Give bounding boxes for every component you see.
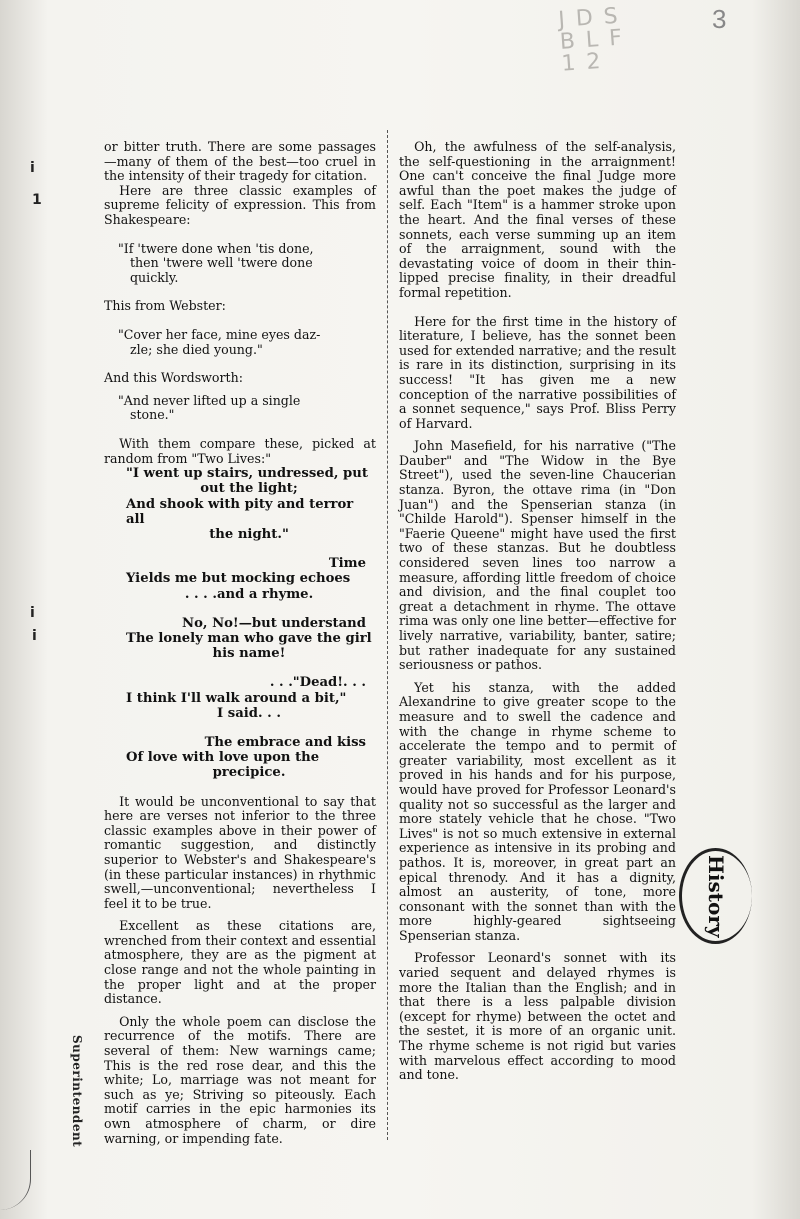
quote-line: stone." — [130, 407, 175, 423]
excerpt-line: The embrace and kiss — [204, 734, 366, 750]
spine-label: Superintendent — [70, 1035, 84, 1148]
paragraph: It would be unconventional to say that here are verses not inferior to the three classic examples above in their power of romantic suggestion, and distinctly superior to Webster's and Shakespeare's (in these particular instances) in rhythmic swell,—unconventional; nevertheless I feel it to be true. — [104, 793, 376, 911]
paragraph: This from Webster: — [104, 298, 226, 314]
quote-line: quickly. — [130, 269, 179, 285]
paragraph: or bitter truth. There are some passages—many of them of the best—too cruel in the intensity of their tragedy for citation. — [104, 139, 376, 184]
excerpt-line: his name! — [212, 646, 286, 662]
excerpt-line: Of love with love upon the — [126, 750, 320, 766]
excerpt-5 — [104, 735, 376, 781]
left-column — [104, 140, 376, 1146]
corner-stamp: J D S B L F 1 2 — [557, 3, 625, 77]
paragraph: Yet his stanza, with the added Alexandrine to give greater scope to the measure and to swell the cadence and with the change in rhyme scheme to accelerate the tempo and to permit of greater variability, most excellent as it proved in his hands and for his purpose, would have proved for Professor Leonard's quality not so successful as the larger and more stately vehicle that he chose. "Two Lives" is not so much extensive in external experience as intensive in its probing and pathos. It is, moreover, in great part an epical threnody. And it has a dignity, almost an austerity, of tone, more consonant with the sonnet than with the more highly-geared sightseeing Spenserian stanza. — [399, 679, 676, 943]
margin-mark-2: 1 — [32, 192, 42, 208]
quote-line: "And never lifted up a single — [118, 392, 301, 408]
quote-line: "If 'twere done when 'tis done, — [118, 240, 314, 256]
excerpt-line: The lonely man who gave the girl — [126, 630, 372, 646]
right-column — [399, 140, 676, 1083]
excerpt-line: I said. . . — [217, 705, 281, 721]
margin-mark-3: i — [30, 605, 35, 621]
paragraph: With them compare these, picked at random from "Two Lives:" — [104, 435, 376, 466]
excerpt-line: precipice. — [212, 765, 286, 781]
paragraph: Excellent as these citations are, wrenched from their context and essential atmosphere, they are as the pigment at close range and not the whole painting in the proper light and at the proper distance. — [104, 918, 376, 1007]
quote-line: "Cover her face, mine eyes daz- — [118, 326, 321, 342]
column-divider — [387, 130, 388, 1140]
quote-line: zle; she died young." — [130, 341, 263, 357]
paragraph: And this Wordsworth: — [104, 370, 243, 386]
margin-mark-4: i — [32, 628, 37, 644]
history-stamp — [679, 848, 752, 944]
excerpt-line: And shook with pity and terror all — [126, 496, 354, 527]
paragraph: Only the whole poem can disclose the recurrence of the motifs. There are several of them: New warnings came; This is the red rose dear, and this the white; Lo, marriage was not meant for such as ye; Striving so piteously. Each motif carries in the epic harmonies its own atmosphere of charm, or dire warning, or impending fate. — [104, 1013, 376, 1146]
excerpt-line: No, No!—but understand — [182, 615, 366, 631]
page-number: 3 — [712, 4, 727, 34]
margin-mark-1: i — [30, 160, 35, 176]
paragraph: Professor Leonard's sonnet with its varied sequent and delayed rhymes is more the Italian than the English; and in that there is a less palpable division (except for rhyme) between the octet and the sestet, it is more of an organic unit. The rhyme scheme is not rigid but varies with marvelous effect according to mood and tone. — [399, 950, 676, 1083]
excerpt-line: . . ."Dead!. . . — [269, 675, 366, 691]
paragraph: Here are three classic examples of supreme felicity of expression. This from Shakespeare: — [104, 182, 376, 227]
quote-line: then 'twere well 'twere done — [130, 255, 313, 271]
quote-webster — [104, 328, 376, 357]
excerpt-4 — [104, 675, 376, 721]
excerpt-line: Yields me but mocking echoes — [126, 571, 351, 587]
history-stamp-text: History — [704, 855, 728, 938]
excerpt-1 — [104, 466, 376, 542]
excerpt-line: Time — [328, 556, 366, 572]
excerpt-line: "I went up stairs, undressed, put — [126, 466, 368, 482]
excerpt-line: the night." — [209, 526, 289, 542]
paragraph: Here for the first time in the history of literature, I believe, has the sonnet been used for extended narrative; and the result is rare in its distinction, surprising in its success! "It has given me a new conception of the narrative possibilities of a sonnet sequence," says Prof. Bliss Perry of Harvard. — [399, 313, 676, 431]
excerpt-2 — [104, 556, 376, 602]
paragraph: John Masefield, for his narrative ("The Dauber" and "The Widow in the Bye Street"), used the seven-line Chaucerian stanza. Byron, the ottave rima (in "Don Juan") and the Spenserian stanza (in "Childe Harold"). Spenser himself in the "Faerie Queene" might have used the first two of these stanzas. But he doubtless considered seven lines too narrow a measure, affording little freedom of choice and division, and the final couplet too great a detachment in rhyme. The ottave rima was only one line better—effective for lively narrative, variability, banter, satire; but rather inadequate for any sustained seriousness or pathos. — [399, 438, 676, 673]
excerpt-3 — [104, 616, 376, 662]
paragraph: Oh, the awfulness of the self-analysis, the self-questioning in the arraignment! One can't conceive the final Judge more awful than the poet makes the judge of self. Each "Item" is a hammer stroke upon the heart. And the final verses of these sonnets, each verse summing up an item of the arraignment, sound with the devastating voice of doom in their thin-lipped precise finality, in their dreadful formal repetition. — [399, 139, 676, 300]
excerpt-line: . . . .and a rhyme. — [184, 586, 314, 602]
quote-shakespeare — [104, 242, 376, 286]
page-edge-curl — [0, 1150, 31, 1210]
excerpt-line: out the light; — [200, 481, 298, 497]
quote-wordsworth — [104, 394, 376, 423]
excerpt-line: I think I'll walk around a bit," — [126, 690, 347, 706]
